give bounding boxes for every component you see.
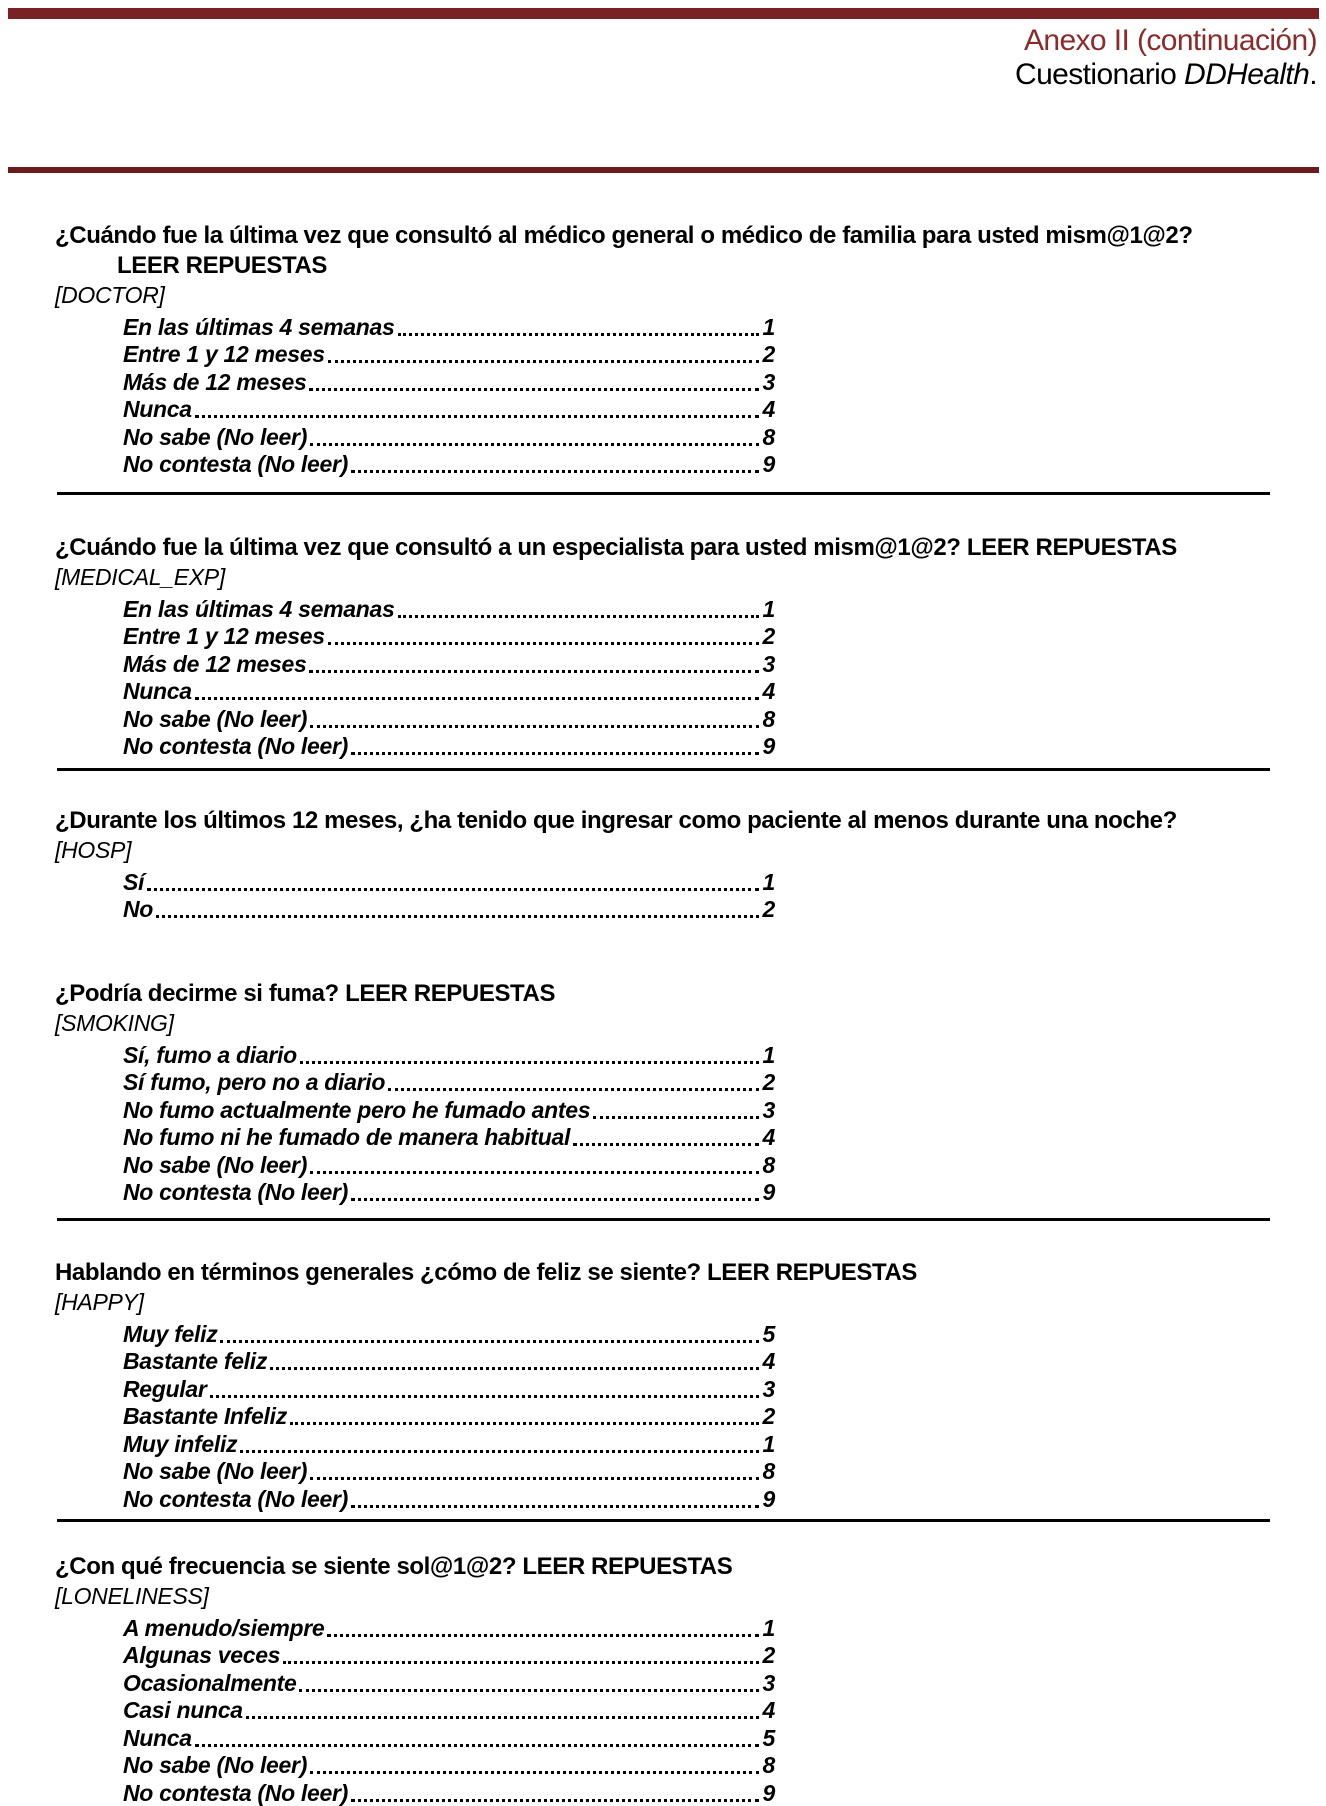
option-code: 8: [762, 1151, 775, 1178]
option-code: 3: [762, 1375, 775, 1402]
option-row: [123, 1779, 775, 1806]
option-row: [123, 451, 775, 479]
option-label: No sabe (No leer): [123, 1458, 308, 1484]
option-code: 3: [762, 1669, 775, 1696]
option-code: 4: [762, 396, 775, 422]
option-code: 4: [762, 1124, 775, 1150]
dotted-leader: [156, 915, 759, 918]
option-row: [123, 1752, 775, 1780]
option-label: Casi nunca: [123, 1697, 243, 1723]
option-label: No sabe (No leer): [123, 423, 308, 450]
question-block-smoking: [55, 979, 1295, 1206]
option-code: 4: [762, 678, 775, 704]
option-row: [123, 1403, 775, 1431]
questionnaire-name: DDHealth: [1184, 58, 1310, 91]
variable-tag: [MEDICAL_EXP]: [55, 564, 225, 590]
option-code: 1: [762, 868, 775, 895]
dotted-leader: [310, 1171, 759, 1174]
option-row: [123, 595, 775, 623]
option-list: [123, 313, 775, 478]
dotted-leader: [310, 1771, 759, 1774]
dotted-leader: [299, 1689, 759, 1692]
option-row: [123, 623, 775, 651]
dotted-leader: [310, 443, 759, 446]
option-code: 3: [762, 1096, 775, 1123]
variable-tag: [SMOKING]: [55, 1010, 174, 1036]
option-label: En las últimas 4 semanas: [123, 595, 395, 622]
option-row: [123, 1724, 775, 1752]
option-label: Nunca: [123, 678, 192, 704]
option-row: [123, 1096, 775, 1124]
question-text: ¿Podría decirme si fuma? LEER REPUESTAS: [55, 980, 556, 1007]
option-code: 4: [762, 1348, 775, 1374]
option-label: Más de 12 meses: [123, 368, 307, 395]
dotted-leader: [220, 1340, 759, 1343]
option-label: Bastante Infeliz: [123, 1403, 287, 1429]
question-instruction: LEER REPUESTAS: [117, 252, 327, 279]
option-label: Bastante feliz: [123, 1348, 268, 1374]
option-row: [123, 1041, 775, 1069]
section-divider: [57, 492, 1270, 495]
question-block-medical-exp: [55, 533, 1295, 760]
option-label: Muy feliz: [123, 1320, 218, 1347]
dotted-leader: [310, 725, 759, 728]
option-code: 1: [762, 595, 775, 622]
dotted-leader: [398, 333, 760, 336]
option-row: [123, 1179, 775, 1207]
option-label: Algunas veces: [123, 1642, 281, 1668]
dotted-leader: [351, 1505, 759, 1508]
option-code: 1: [762, 1041, 775, 1068]
option-code: 9: [762, 451, 775, 477]
option-label: Nunca: [123, 396, 192, 422]
option-label: Sí: [123, 868, 145, 895]
dotted-leader: [290, 1422, 759, 1425]
option-row: [123, 1069, 775, 1097]
option-code: 8: [762, 1458, 775, 1484]
option-row: [123, 1320, 775, 1348]
option-row: [123, 705, 775, 733]
question-text: ¿Cuándo fue la última vez que consultó al médico general o médico de familia para usted mism@1@2?: [55, 222, 1193, 249]
option-label: Nunca: [123, 1724, 192, 1751]
option-label: Sí, fumo a diario: [123, 1041, 297, 1068]
option-list: [123, 1041, 775, 1206]
dotted-leader: [351, 1198, 759, 1201]
option-code: 2: [762, 341, 775, 367]
option-code: 2: [762, 1642, 775, 1668]
variable-tag: [HAPPY]: [55, 1289, 144, 1315]
option-code: 8: [762, 705, 775, 732]
option-code: 2: [762, 1069, 775, 1095]
option-row: [123, 1642, 775, 1670]
option-label: A menudo/siempre: [123, 1614, 325, 1641]
option-label: No sabe (No leer): [123, 1151, 308, 1178]
dotted-leader: [310, 1477, 759, 1480]
option-code: 2: [762, 1403, 775, 1429]
dotted-leader: [351, 1799, 759, 1802]
question-block-loneliness: [55, 1552, 1295, 1806]
question-block-happy: [55, 1258, 1295, 1513]
option-row: [123, 1614, 775, 1642]
option-label: No contesta (No leer): [123, 1485, 349, 1512]
question-text: ¿Cuándo fue la última vez que consultó a un especialista para usted mism@1@2? LEER REPUESTAS: [55, 534, 1177, 561]
question-block-doctor: [55, 221, 1295, 478]
dotted-leader: [388, 1088, 759, 1091]
option-code: 5: [762, 1320, 775, 1347]
option-code: 9: [762, 1779, 775, 1806]
option-code: 9: [762, 1179, 775, 1205]
option-row: [123, 1669, 775, 1697]
question-text: Hablando en términos generales ¿cómo de feliz se siente? LEER REPUESTAS: [55, 1259, 918, 1286]
option-row: [123, 1348, 775, 1376]
option-label: No: [123, 896, 154, 922]
question-text: ¿Con qué frecuencia se siente sol@1@2? LEER REPUESTAS: [55, 1553, 733, 1580]
section-divider: [57, 768, 1270, 771]
dotted-leader: [351, 470, 759, 473]
option-code: 5: [762, 1724, 775, 1751]
option-list: [123, 595, 775, 760]
dotted-leader: [283, 1661, 759, 1664]
option-code: 1: [762, 1614, 775, 1641]
dotted-leader: [327, 1634, 759, 1637]
variable-tag: [HOSP]: [55, 837, 132, 863]
option-row: [123, 1458, 775, 1486]
option-row: [123, 1151, 775, 1179]
option-label: Regular: [123, 1375, 207, 1402]
option-row: [123, 1124, 775, 1152]
dotted-leader: [593, 1116, 759, 1119]
option-row: [123, 1375, 775, 1403]
option-row: [123, 396, 775, 424]
questionnaire-title-prefix: Cuestionario: [1015, 58, 1184, 91]
top-maroon-bar: [8, 8, 1319, 19]
question-block-hosp: [55, 806, 1295, 923]
option-row: [123, 1430, 775, 1458]
option-code: 9: [762, 1485, 775, 1512]
option-row: [123, 896, 775, 924]
option-label: Más de 12 meses: [123, 650, 307, 677]
option-label: Entre 1 y 12 meses: [123, 623, 325, 649]
dotted-leader: [351, 752, 759, 755]
dotted-leader: [240, 1450, 759, 1453]
section-divider: [57, 1519, 1270, 1522]
option-label: Ocasionalmente: [123, 1669, 297, 1696]
questionnaire-title-period: .: [1309, 58, 1317, 91]
dotted-leader: [195, 697, 759, 700]
option-code: 3: [762, 368, 775, 395]
option-label: Sí fumo, pero no a diario: [123, 1069, 386, 1095]
dotted-leader: [300, 1061, 759, 1064]
option-label: No contesta (No leer): [123, 733, 349, 759]
variable-tag: [DOCTOR]: [55, 282, 165, 308]
dotted-leader: [398, 615, 760, 618]
option-code: 2: [762, 896, 775, 922]
option-row: [123, 341, 775, 369]
dotted-leader: [246, 1716, 759, 1719]
option-label: En las últimas 4 semanas: [123, 313, 395, 340]
option-label: No contesta (No leer): [123, 451, 349, 477]
option-label: No fumo ni he fumado de manera habitual: [123, 1124, 571, 1150]
option-row: [123, 368, 775, 396]
option-label: No sabe (No leer): [123, 705, 308, 732]
dotted-leader: [328, 642, 759, 645]
option-row: [123, 868, 775, 896]
option-row: [123, 650, 775, 678]
option-list: [123, 1614, 775, 1806]
option-label: No fumo actualmente pero he fumado antes: [123, 1096, 591, 1123]
dotted-leader: [309, 670, 759, 673]
section-divider: [57, 1218, 1270, 1221]
dotted-leader: [309, 388, 759, 391]
question-text: ¿Durante los últimos 12 meses, ¿ha tenido que ingresar como paciente al menos durante una noche?: [55, 807, 1177, 834]
option-list: [123, 868, 775, 923]
option-row: [123, 733, 775, 761]
option-label: Entre 1 y 12 meses: [123, 341, 325, 367]
dotted-leader: [210, 1395, 759, 1398]
option-code: 9: [762, 733, 775, 759]
annex-title: Anexo II (continuación): [1023, 24, 1317, 57]
dotted-leader: [573, 1143, 759, 1146]
option-row: [123, 313, 775, 341]
option-label: No sabe (No leer): [123, 1752, 308, 1778]
dotted-leader: [195, 415, 759, 418]
dotted-leader: [147, 888, 759, 891]
dotted-leader: [195, 1744, 759, 1747]
variable-tag: [LONELINESS]: [55, 1583, 209, 1609]
option-code: 2: [762, 623, 775, 649]
option-code: 4: [762, 1697, 775, 1723]
option-list: [123, 1320, 775, 1513]
option-label: No contesta (No leer): [123, 1779, 349, 1806]
option-code: 8: [762, 423, 775, 450]
option-label: Muy infeliz: [123, 1430, 238, 1457]
dotted-leader: [270, 1367, 759, 1370]
option-row: [123, 678, 775, 706]
option-row: [123, 1697, 775, 1725]
page-header: [1015, 24, 1317, 92]
option-row: [123, 423, 775, 451]
dotted-leader: [328, 360, 759, 363]
questionnaire-title: [1015, 58, 1317, 92]
option-code: 3: [762, 650, 775, 677]
header-rule: [8, 167, 1319, 173]
option-label: No contesta (No leer): [123, 1179, 349, 1205]
option-code: 1: [762, 313, 775, 340]
option-row: [123, 1485, 775, 1513]
option-code: 8: [762, 1752, 775, 1778]
option-code: 1: [762, 1430, 775, 1457]
